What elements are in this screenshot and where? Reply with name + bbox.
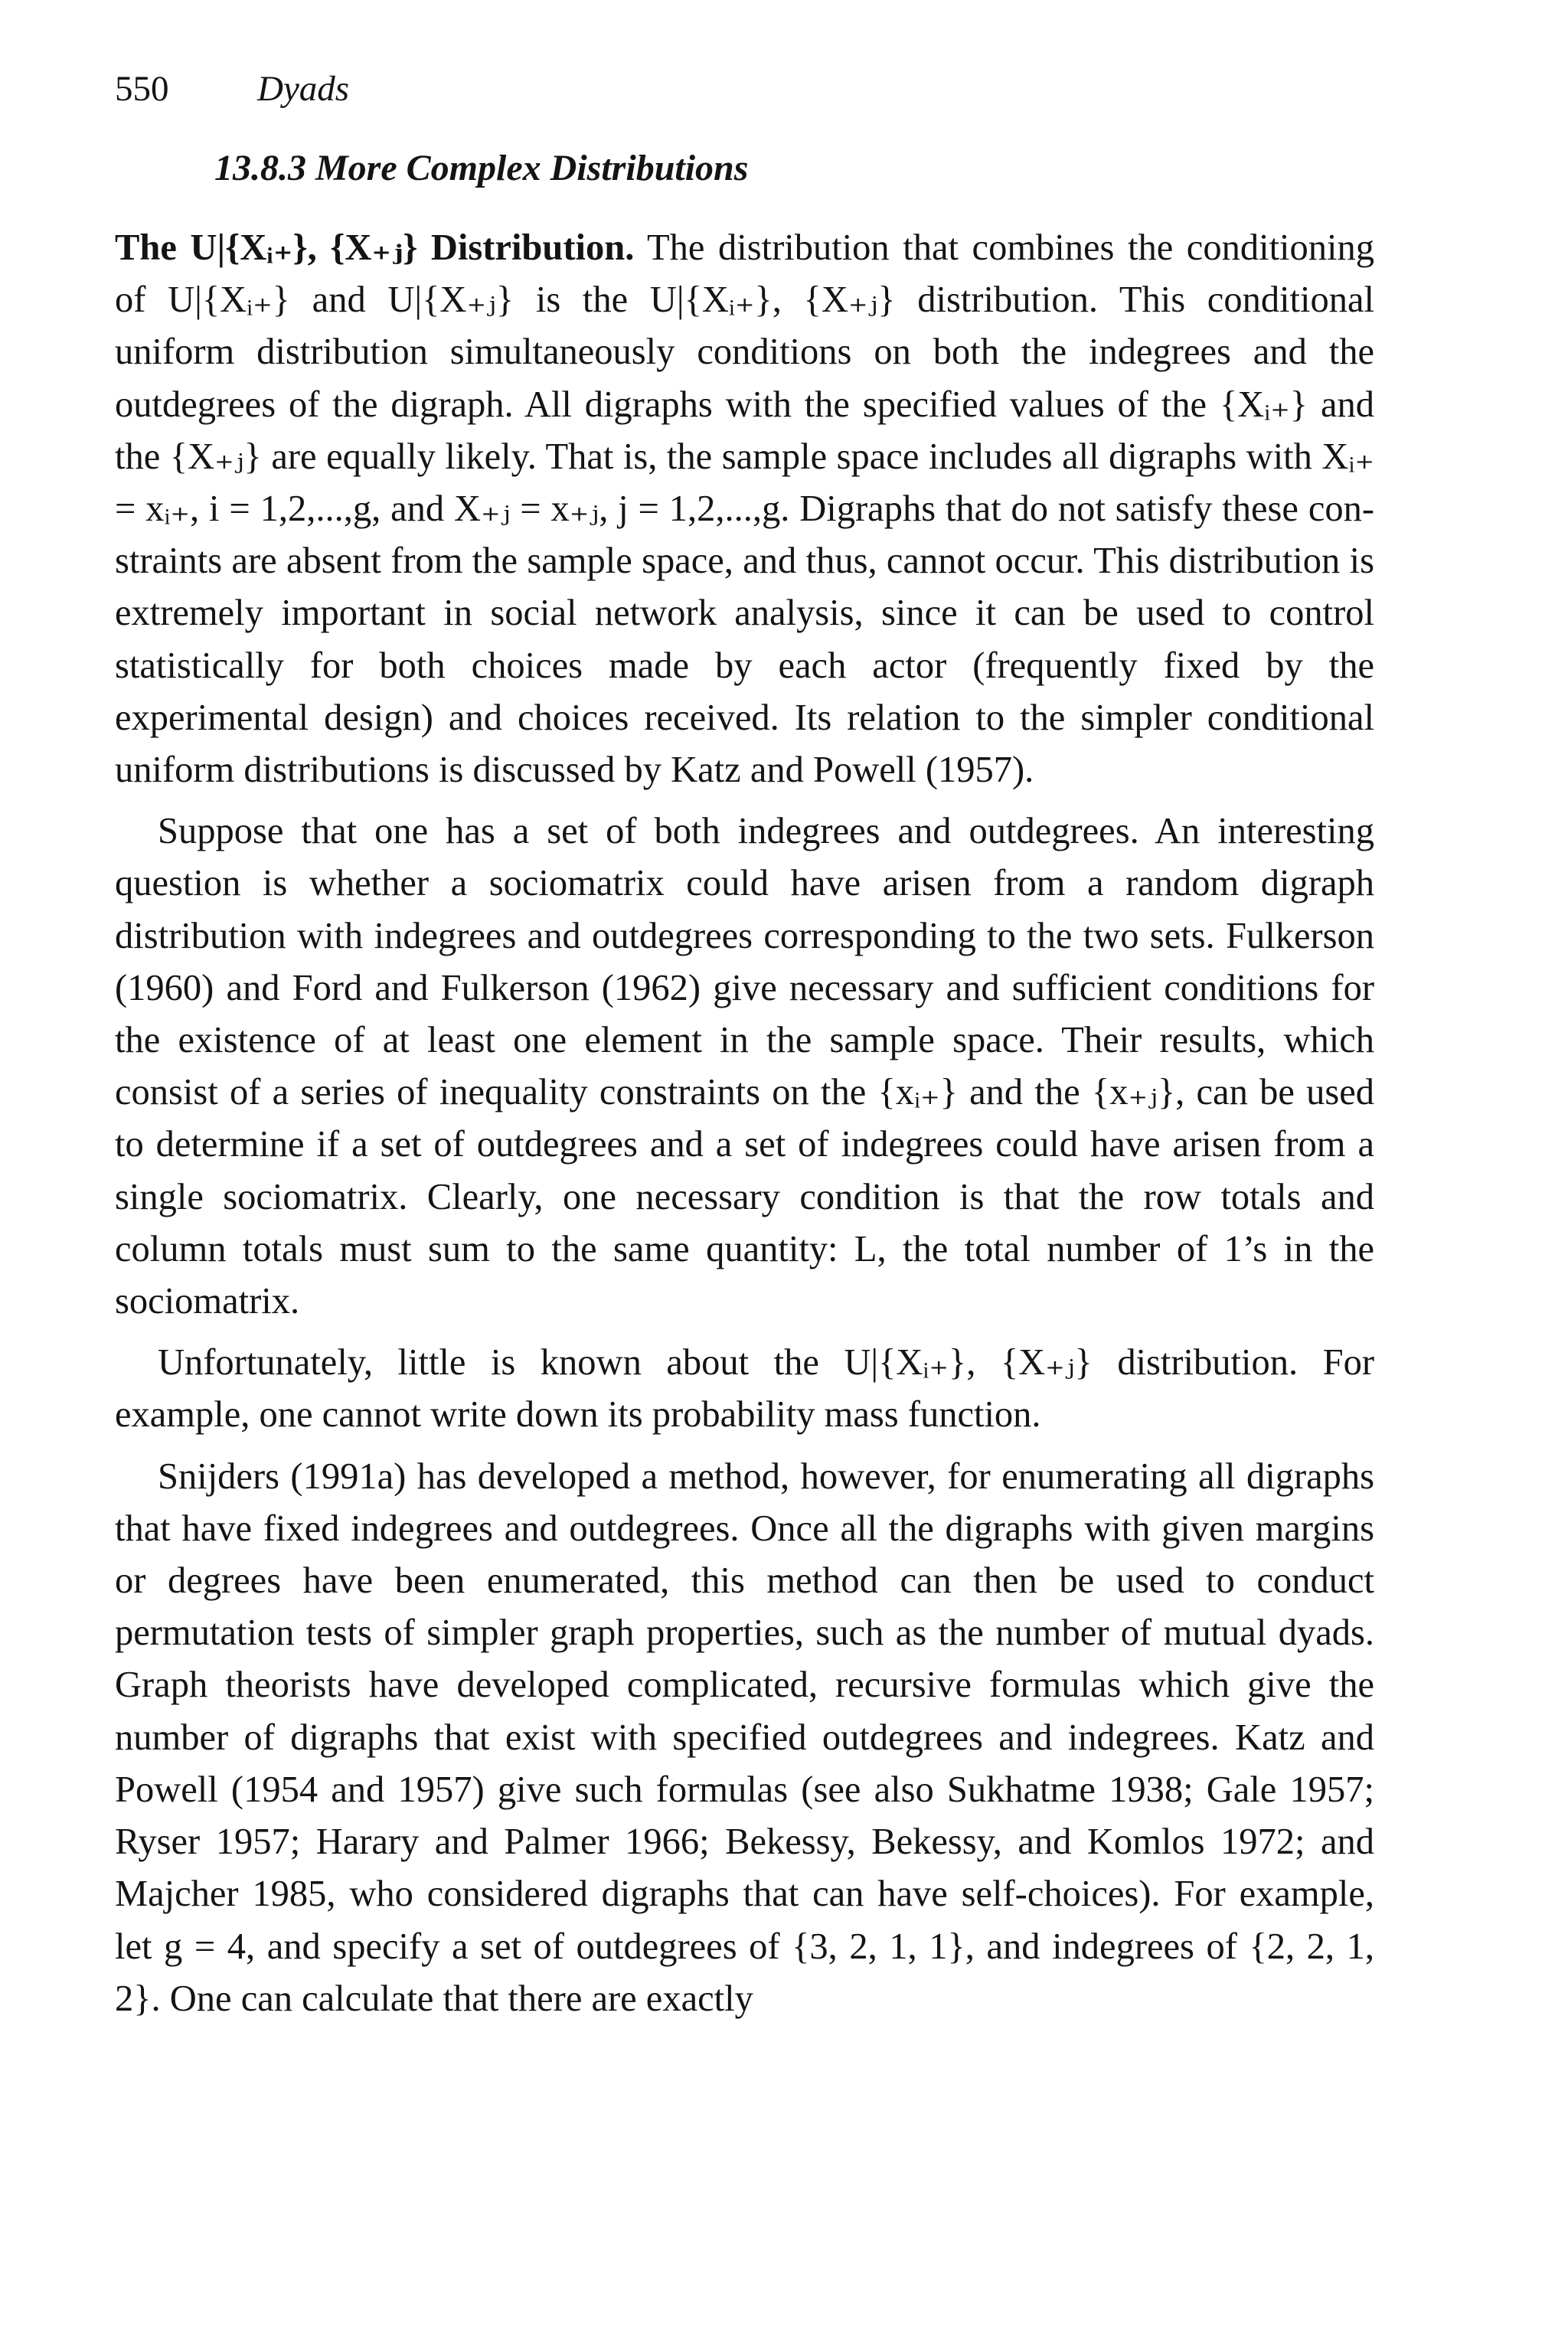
paragraph-distribution-definition (115, 222, 1374, 796)
section-heading: 13.8.3 More Complex Distributions (214, 148, 749, 188)
page-number: 550 (115, 69, 169, 109)
paragraph-text: The distribution that combines the conditioning of U|{Xᵢ₊} and U|{X₊ⱼ} is the U|{Xᵢ₊}, {X₊ⱼ} distribution. This conditional uniform distribution simultaneously conditions on both the indegrees and the outdegrees of the digraph. All digraphs with the specified values of the {Xᵢ₊} and the {X₊ⱼ} are equally likely. That is, the sample space includes all digraphs with Xᵢ₊ = xᵢ₊, i = 1,2,...,g, and X₊ⱼ = x₊ⱼ, j = 1,2,...,g. Digraphs that do not satisfy these constraints are absent from the sample space, and thus, cannot occur. This distribution is extremely important in social network analysis, since it can be used to control statistically for both choices made by each actor (frequently fixed by the experimental design) and choices received. Its relation to the simpler conditional uniform distributions is discussed by Katz and Powell (1957). (115, 227, 1374, 791)
paragraph-unknown-pmf: Unfortunately, little is known about the U|{Xᵢ₊}, {X₊ⱼ} distribution. For example, one cannot write down its probability mass function. (115, 1342, 1374, 1436)
body-text (115, 222, 1374, 2025)
paragraph-enumeration: Snijders (1991a) has developed a method, however, for enumerating all digraphs that have fixed indegrees and outdegrees. Once all the digraphs with given margins or degrees have been enumerated, this method can then be used to conduct permutation tests of simpler graph properties, such as the number of mutual dyads. Graph theorists have developed complicated, recursive formulas which give the number of digraphs that exist with specified outdegrees and indegrees. Katz and Powell (1954 and 1957) give such formulas (see also Sukhatme 1938; Gale 1957; Ryser 1957; Harary and Palmer 1966; Bekessy, Bekessy, and Komlos 1972; and Majcher 1985, who considered digraphs that can have self-choices). For example, let g = 4, and specify a set of outdegrees of {3, 2, 1, 1}, and indegrees of {2, 2, 1, 2}. One can calculate that there are exactly (115, 1456, 1374, 2019)
running-title: Dyads (257, 69, 350, 109)
run-in-heading: The U|{Xᵢ₊}, {X₊ⱼ} Distribution. (115, 227, 635, 268)
paragraph-degree-sets: Suppose that one has a set of both indegrees and outdegrees. An interesting question is whether a sociomatrix could have arisen from a random digraph distribution with indegrees and outdegrees corresponding to the two sets. Fulkerson (1960) and Ford and Fulkerson (1962) give necessary and sufficient conditions for the existence of at least one element in the sample space. Their results, which consist of a series of inequality constraints on the {xᵢ₊} and the {x₊ⱼ}, can be used to determine if a set of outdegrees and a set of indegrees could have arisen from a single sociomatrix. Clearly, one necessary condition is that the row totals and column totals must sum to the same quantity: L, the total number of 1’s in the sociomatrix. (115, 811, 1374, 1322)
